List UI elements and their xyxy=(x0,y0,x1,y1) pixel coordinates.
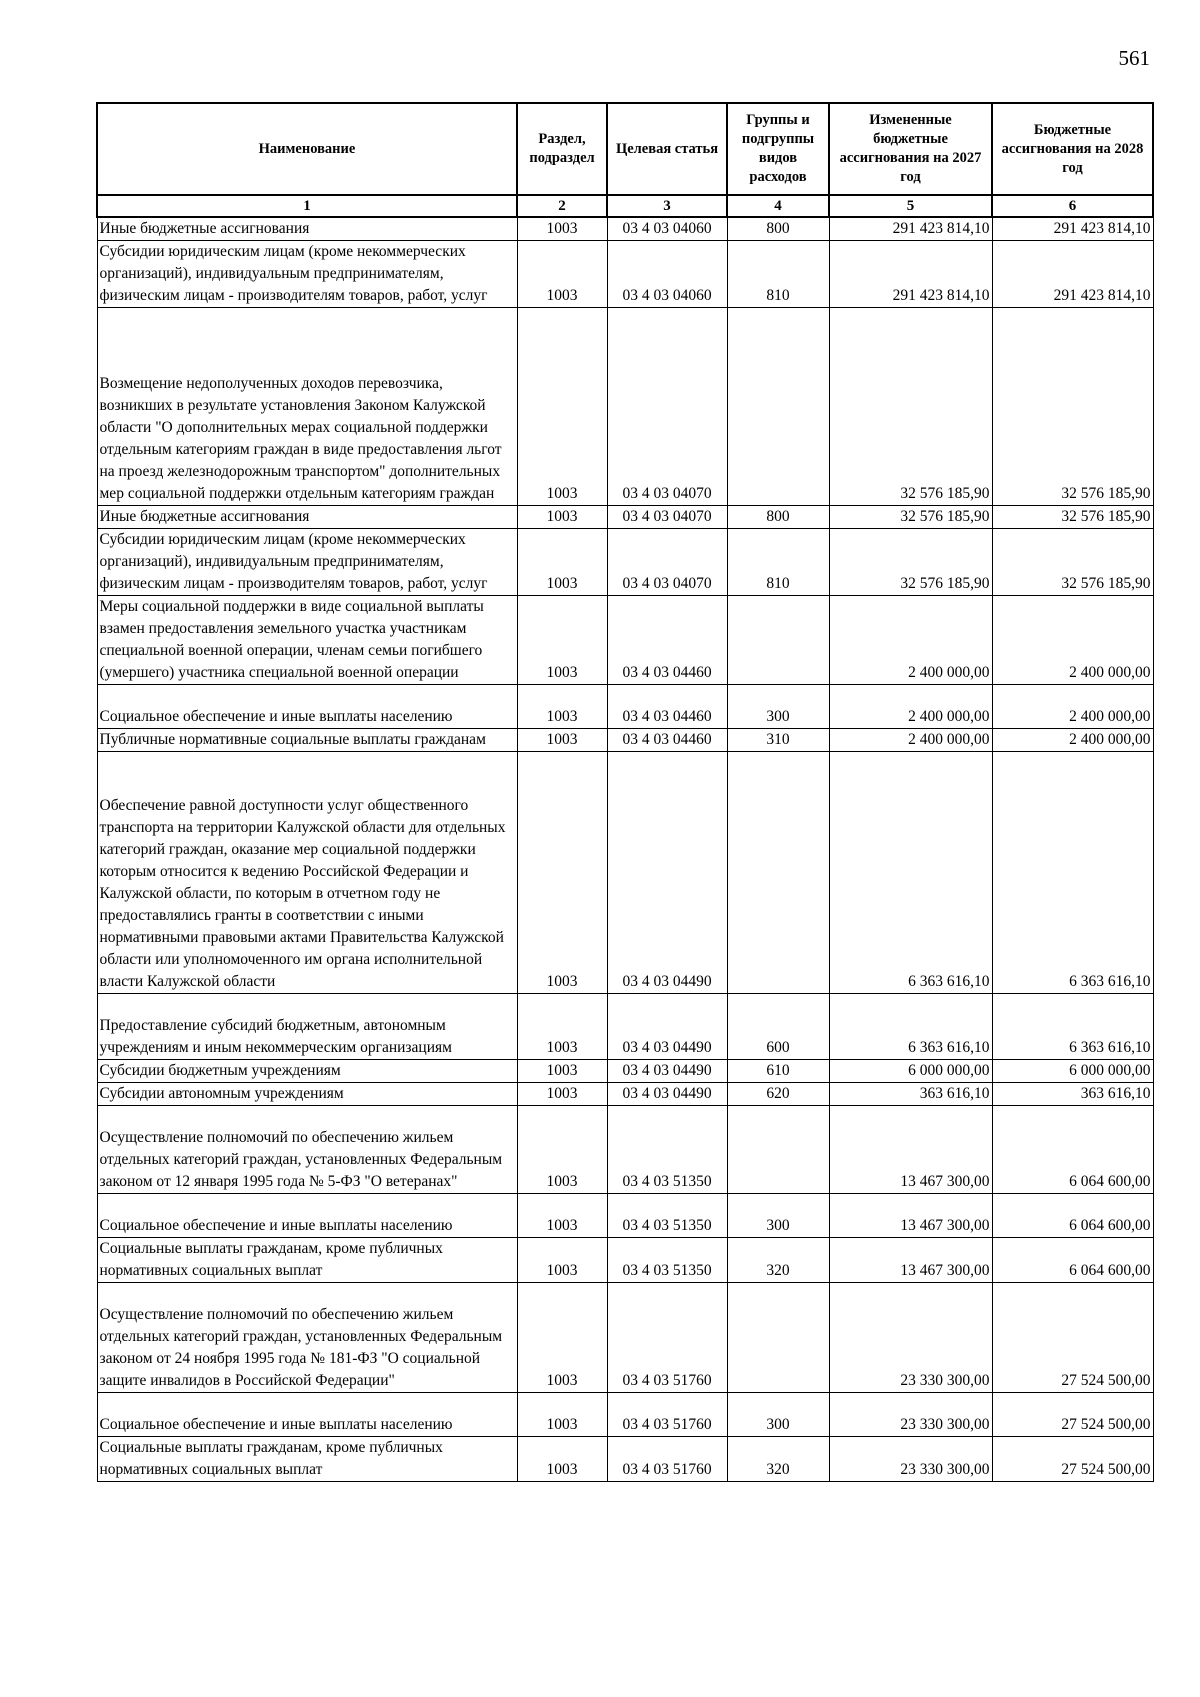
row-target: 03 4 03 51350 xyxy=(607,1238,727,1283)
row-name: Предоставление субсидий бюджетным, автономным учреждениям и иным некоммерческим организациям xyxy=(97,994,517,1060)
row-section: 1003 xyxy=(517,308,607,506)
budget-table xyxy=(96,102,1154,1482)
header-amount-2027: Измененные бюджетные ассигнования на 2027 год xyxy=(829,103,992,195)
column-number: 5 xyxy=(829,195,992,217)
row-name: Осуществление полномочий по обеспечению жильем отдельных категорий граждан, установленных Федеральным законом от 24 ноября 1995 года № 181-ФЗ "О социальной защите инвалидов в Российской Федерации" xyxy=(97,1283,517,1393)
row-target: 03 4 03 51350 xyxy=(607,1106,727,1194)
row-amount-2027: 2 400 000,00 xyxy=(829,596,992,685)
row-amount-2027: 23 330 300,00 xyxy=(829,1283,992,1393)
table-row xyxy=(97,308,1153,506)
row-section: 1003 xyxy=(517,1060,607,1083)
row-group: 300 xyxy=(727,1393,829,1437)
row-amount-2028: 6 363 616,10 xyxy=(992,994,1153,1060)
row-amount-2027: 291 423 814,10 xyxy=(829,217,992,241)
row-amount-2028: 2 400 000,00 xyxy=(992,685,1153,729)
row-amount-2027: 32 576 185,90 xyxy=(829,308,992,506)
row-amount-2027: 23 330 300,00 xyxy=(829,1437,992,1482)
row-target: 03 4 03 04490 xyxy=(607,1083,727,1106)
row-section: 1003 xyxy=(517,596,607,685)
row-section: 1003 xyxy=(517,1283,607,1393)
row-target: 03 4 03 04070 xyxy=(607,529,727,596)
row-name: Осуществление полномочий по обеспечению жильем отдельных категорий граждан, установленных Федеральным законом от 12 января 1995 года № 5-ФЗ "О ветеранах" xyxy=(97,1106,517,1194)
column-number: 4 xyxy=(727,195,829,217)
table-row xyxy=(97,1060,1153,1083)
row-section: 1003 xyxy=(517,241,607,308)
table-row xyxy=(97,1283,1153,1393)
row-amount-2028: 6 000 000,00 xyxy=(992,1060,1153,1083)
table-row xyxy=(97,241,1153,308)
row-amount-2027: 291 423 814,10 xyxy=(829,241,992,308)
row-section: 1003 xyxy=(517,1194,607,1238)
header-name: Наименование xyxy=(97,103,517,195)
row-section: 1003 xyxy=(517,685,607,729)
row-amount-2028: 32 576 185,90 xyxy=(992,308,1153,506)
row-group: 810 xyxy=(727,241,829,308)
row-amount-2028: 291 423 814,10 xyxy=(992,241,1153,308)
row-target: 03 4 03 51760 xyxy=(607,1393,727,1437)
row-group xyxy=(727,596,829,685)
row-group xyxy=(727,752,829,994)
row-amount-2027: 23 330 300,00 xyxy=(829,1393,992,1437)
row-amount-2027: 2 400 000,00 xyxy=(829,729,992,752)
row-section: 1003 xyxy=(517,1083,607,1106)
table-row xyxy=(97,596,1153,685)
row-name: Социальное обеспечение и иные выплаты населению xyxy=(97,685,517,729)
row-amount-2027: 32 576 185,90 xyxy=(829,506,992,529)
page-number: 561 xyxy=(1118,46,1150,70)
row-name: Обеспечение равной доступности услуг общественного транспорта на территории Калужской области для отдельных категорий граждан, оказание мер социальной поддержки которым относится к ведению Российской Федерации и Калужской области, по которым в отчетном году не предоставлялись гранты в соответствии с иными нормативными правовыми актами Правительства Калужской области или уполномоченного им органа исполнительной власти Калужской области xyxy=(97,752,517,994)
row-name: Субсидии автономным учреждениям xyxy=(97,1083,517,1106)
row-amount-2028: 2 400 000,00 xyxy=(992,729,1153,752)
row-amount-2028: 6 064 600,00 xyxy=(992,1238,1153,1283)
column-number: 6 xyxy=(992,195,1153,217)
row-group: 800 xyxy=(727,217,829,241)
row-section: 1003 xyxy=(517,1238,607,1283)
row-group: 620 xyxy=(727,1083,829,1106)
row-name: Меры социальной поддержки в виде социальной выплаты взамен предоставления земельного участка участникам специальной военной операции, членам семьи погибшего (умершего) участника специальной военной операции xyxy=(97,596,517,685)
row-section: 1003 xyxy=(517,529,607,596)
row-group: 800 xyxy=(727,506,829,529)
row-group xyxy=(727,1283,829,1393)
row-name: Возмещение недополученных доходов перевозчика, возникших в результате установления Законом Калужской области "О дополнительных мерах социальной поддержки отдельным категориям граждан в виде предоставления льгот на проезд железнодорожным транспортом" дополнительных мер социальной поддержки отдельным категориям граждан xyxy=(97,308,517,506)
row-section: 1003 xyxy=(517,994,607,1060)
row-section: 1003 xyxy=(517,1393,607,1437)
table-row xyxy=(97,752,1153,994)
row-name: Социальное обеспечение и иные выплаты населению xyxy=(97,1393,517,1437)
row-target: 03 4 03 04060 xyxy=(607,241,727,308)
row-amount-2028: 2 400 000,00 xyxy=(992,596,1153,685)
table-row xyxy=(97,1437,1153,1482)
row-group: 310 xyxy=(727,729,829,752)
row-amount-2027: 13 467 300,00 xyxy=(829,1194,992,1238)
row-section: 1003 xyxy=(517,506,607,529)
row-target: 03 4 03 04460 xyxy=(607,729,727,752)
header-amount-2028: Бюджетные ассигнования на 2028 год xyxy=(992,103,1153,195)
row-name: Иные бюджетные ассигнования xyxy=(97,506,517,529)
row-name: Субсидии бюджетным учреждениям xyxy=(97,1060,517,1083)
column-number: 2 xyxy=(517,195,607,217)
row-section: 1003 xyxy=(517,217,607,241)
header-target: Целевая статья xyxy=(607,103,727,195)
table-row xyxy=(97,1106,1153,1194)
row-group: 320 xyxy=(727,1437,829,1482)
row-amount-2028: 6 064 600,00 xyxy=(992,1106,1153,1194)
row-amount-2028: 6 363 616,10 xyxy=(992,752,1153,994)
row-name: Социальное обеспечение и иные выплаты населению xyxy=(97,1194,517,1238)
row-group xyxy=(727,1106,829,1194)
table-row xyxy=(97,217,1153,241)
row-amount-2028: 363 616,10 xyxy=(992,1083,1153,1106)
row-target: 03 4 03 04460 xyxy=(607,685,727,729)
header-row xyxy=(97,103,1153,195)
row-group: 300 xyxy=(727,1194,829,1238)
table-row xyxy=(97,1083,1153,1106)
column-number: 3 xyxy=(607,195,727,217)
row-name: Субсидии юридическим лицам (кроме некоммерческих организаций), индивидуальным предпринимателям, физическим лицам - производителям товаров, работ, услуг xyxy=(97,529,517,596)
row-name: Субсидии юридическим лицам (кроме некоммерческих организаций), индивидуальным предпринимателям, физическим лицам - производителям товаров, работ, услуг xyxy=(97,241,517,308)
row-amount-2027: 6 363 616,10 xyxy=(829,752,992,994)
table-row xyxy=(97,1238,1153,1283)
row-section: 1003 xyxy=(517,752,607,994)
table-row xyxy=(97,506,1153,529)
row-group: 600 xyxy=(727,994,829,1060)
row-amount-2027: 32 576 185,90 xyxy=(829,529,992,596)
row-amount-2027: 13 467 300,00 xyxy=(829,1238,992,1283)
row-amount-2028: 27 524 500,00 xyxy=(992,1283,1153,1393)
row-amount-2027: 6 000 000,00 xyxy=(829,1060,992,1083)
row-target: 03 4 03 51760 xyxy=(607,1283,727,1393)
row-amount-2028: 32 576 185,90 xyxy=(992,506,1153,529)
row-group: 300 xyxy=(727,685,829,729)
row-section: 1003 xyxy=(517,729,607,752)
row-target: 03 4 03 04060 xyxy=(607,217,727,241)
header-groups: Группы и подгруппы видов расходов xyxy=(727,103,829,195)
table-row xyxy=(97,529,1153,596)
row-amount-2028: 27 524 500,00 xyxy=(992,1437,1153,1482)
row-amount-2028: 291 423 814,10 xyxy=(992,217,1153,241)
row-group: 320 xyxy=(727,1238,829,1283)
row-name: Иные бюджетные ассигнования xyxy=(97,217,517,241)
row-target: 03 4 03 04490 xyxy=(607,752,727,994)
row-group: 810 xyxy=(727,529,829,596)
table-row xyxy=(97,994,1153,1060)
row-target: 03 4 03 04070 xyxy=(607,308,727,506)
row-amount-2027: 363 616,10 xyxy=(829,1083,992,1106)
header-section: Раздел, подраздел xyxy=(517,103,607,195)
row-group xyxy=(727,308,829,506)
row-name: Социальные выплаты гражданам, кроме публичных нормативных социальных выплат xyxy=(97,1238,517,1283)
row-target: 03 4 03 04070 xyxy=(607,506,727,529)
row-target: 03 4 03 51760 xyxy=(607,1437,727,1482)
row-amount-2028: 6 064 600,00 xyxy=(992,1194,1153,1238)
column-number: 1 xyxy=(97,195,517,217)
row-amount-2027: 13 467 300,00 xyxy=(829,1106,992,1194)
row-target: 03 4 03 51350 xyxy=(607,1194,727,1238)
row-amount-2028: 32 576 185,90 xyxy=(992,529,1153,596)
row-name: Публичные нормативные социальные выплаты гражданам xyxy=(97,729,517,752)
row-amount-2028: 27 524 500,00 xyxy=(992,1393,1153,1437)
row-target: 03 4 03 04490 xyxy=(607,994,727,1060)
row-amount-2027: 6 363 616,10 xyxy=(829,994,992,1060)
row-group: 610 xyxy=(727,1060,829,1083)
row-target: 03 4 03 04460 xyxy=(607,596,727,685)
row-name: Социальные выплаты гражданам, кроме публичных нормативных социальных выплат xyxy=(97,1437,517,1482)
row-target: 03 4 03 04490 xyxy=(607,1060,727,1083)
row-section: 1003 xyxy=(517,1437,607,1482)
table-row xyxy=(97,685,1153,729)
column-number-row xyxy=(97,195,1153,217)
row-amount-2027: 2 400 000,00 xyxy=(829,685,992,729)
table-row xyxy=(97,729,1153,752)
row-section: 1003 xyxy=(517,1106,607,1194)
table-row xyxy=(97,1393,1153,1437)
table-row xyxy=(97,1194,1153,1238)
